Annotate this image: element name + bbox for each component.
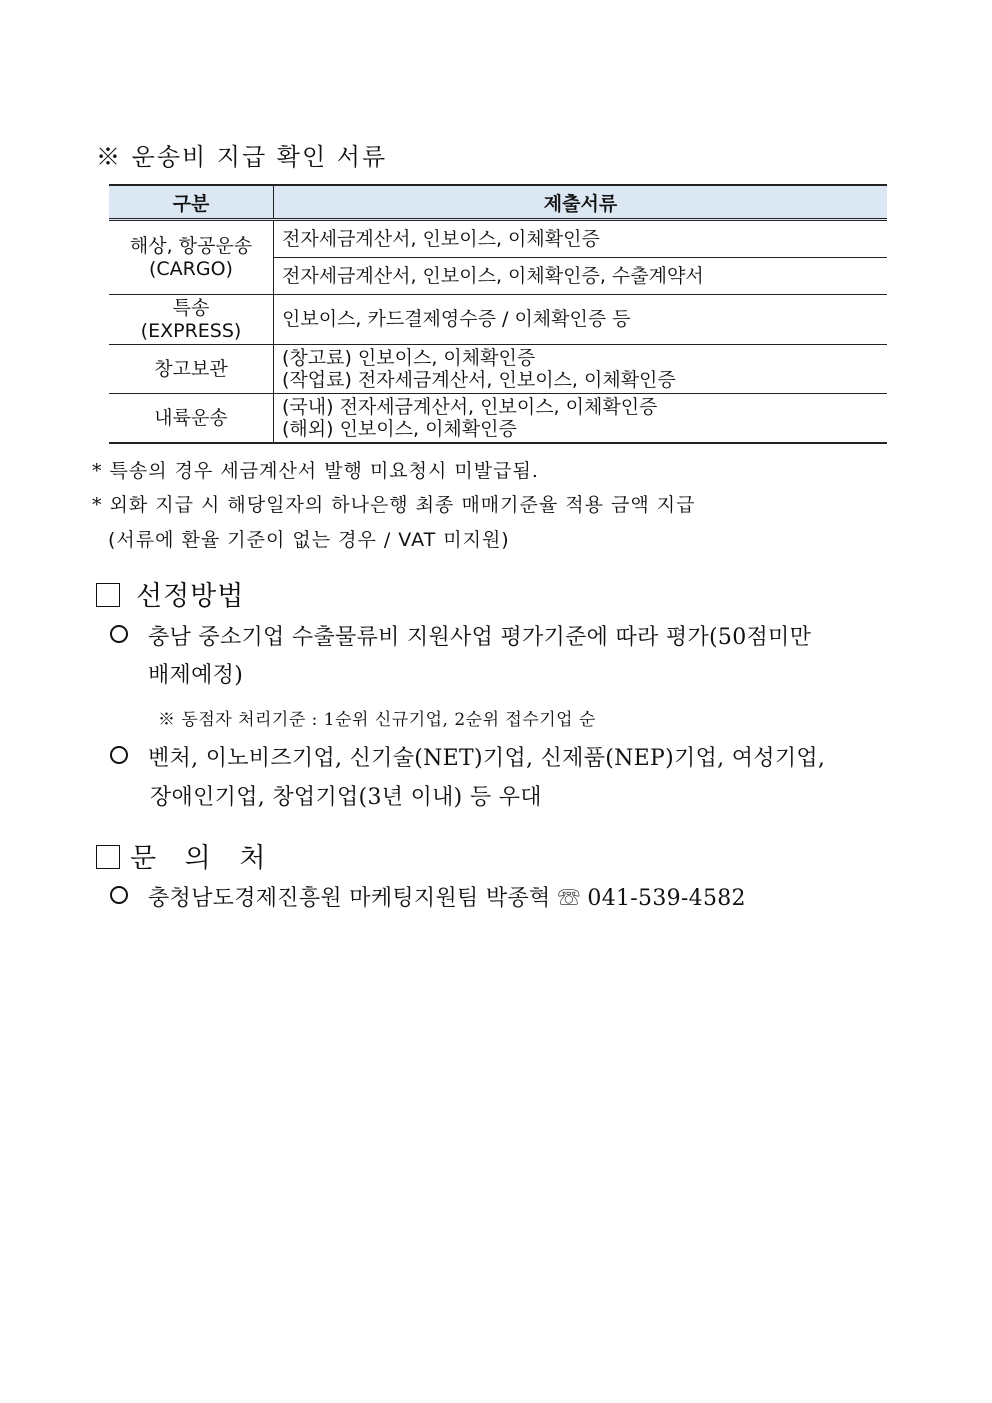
document-line: (국내) 전자세금계산서, 인보이스, 이체확인증 xyxy=(282,396,658,418)
section-title-transport-docs: ※ 운송비 지급 확인 서류 xyxy=(96,143,388,171)
selection-title: 선정방법 xyxy=(136,581,245,612)
category-cell xyxy=(109,220,274,295)
table-row xyxy=(109,394,887,444)
document-line: (해외) 인보이스, 이체확인증 xyxy=(282,418,517,440)
category-sublabel: (EXPRESS) xyxy=(140,319,242,342)
circle-bullet-icon xyxy=(110,746,128,764)
category-cell xyxy=(109,345,274,394)
category-label: 해상, 항공운송 xyxy=(129,234,253,257)
checkbox-square-icon xyxy=(96,845,120,869)
category-label: 창고보관 xyxy=(154,357,228,380)
column-header-documents: 제출서류 xyxy=(274,185,888,220)
documents-cell xyxy=(274,394,888,444)
table-row xyxy=(109,220,887,258)
column-header-category: 구분 xyxy=(109,185,274,220)
checkbox-square-icon xyxy=(96,583,120,607)
category-sublabel: (CARGO) xyxy=(149,257,233,280)
bullet-text: 벤처, 이노비즈기업, 신기술(NET)기업, 신제품(NEP)기업, 여성기업, xyxy=(148,746,826,771)
note-exchange-rate: (서류에 환율 기준이 없는 경우 / VAT 미지원) xyxy=(108,529,510,551)
table-row xyxy=(109,345,887,394)
circle-bullet-icon xyxy=(110,886,128,904)
selection-bullet-2-continued: 장애인기업, 창업기업(3년 이내) 등 우대 xyxy=(150,785,542,810)
contact-text: 충청남도경제진흥원 마케팅지원팀 박종혁 ☏ 041-539-4582 xyxy=(148,886,746,911)
bullet-text: 충남 중소기업 수출물류비 지원사업 평가기준에 따라 평가(50점미만 xyxy=(148,625,812,650)
contact-bullet xyxy=(110,881,746,912)
selection-heading xyxy=(96,574,244,613)
documents-table xyxy=(109,184,887,444)
note-foreign-currency: * 외화 지급 시 해당일자의 하나은행 최종 매매기준율 적용 금액 지급 xyxy=(92,494,696,516)
contact-heading xyxy=(96,836,275,875)
document-line: (작업료) 전자세금계산서, 인보이스, 이체확인증 xyxy=(282,369,676,391)
documents-cell xyxy=(274,345,888,394)
selection-bullet-1 xyxy=(110,620,811,651)
tie-break-note: ※ 동점자 처리기준 : 1순위 신규기업, 2순위 접수기업 순 xyxy=(158,710,596,730)
table-header-row xyxy=(109,185,887,220)
table-row xyxy=(109,295,887,345)
document-line: (창고료) 인보이스, 이체확인증 xyxy=(282,347,536,369)
documents-cell: 인보이스, 카드결제영수증 / 이체확인증 등 xyxy=(274,295,888,345)
selection-bullet-1-continued: 배제예정) xyxy=(148,663,244,688)
documents-cell: 전자세금계산서, 인보이스, 이체확인증 xyxy=(274,220,888,258)
circle-bullet-icon xyxy=(110,625,128,643)
documents-cell: 전자세금계산서, 인보이스, 이체확인증, 수출계약서 xyxy=(274,258,888,295)
category-cell xyxy=(109,295,274,345)
category-cell xyxy=(109,394,274,444)
contact-title: 문 의 처 xyxy=(130,843,276,874)
selection-bullet-2 xyxy=(110,741,825,772)
category-label: 내륙운송 xyxy=(154,406,228,429)
category-label: 특송 xyxy=(172,296,210,319)
note-express: * 특송의 경우 세금계산서 발행 미요청시 미발급됨. xyxy=(92,460,539,482)
